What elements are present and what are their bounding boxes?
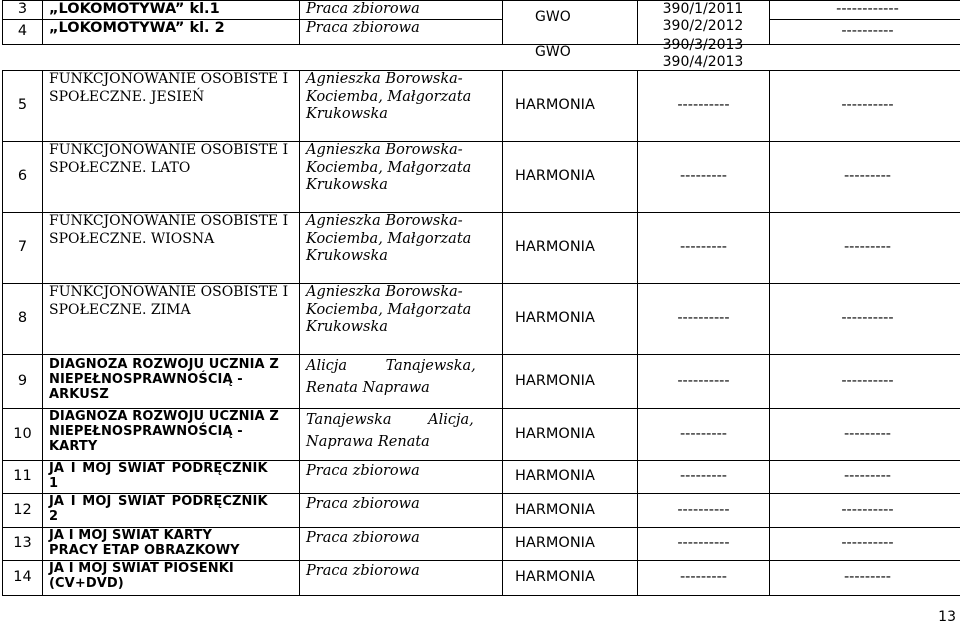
book-title: [43, 494, 300, 528]
dash-cell: ---------: [770, 142, 960, 213]
approval-number: ---------: [638, 142, 770, 213]
dash-cell: ---------: [770, 409, 960, 461]
row-number: 6: [3, 142, 43, 213]
table-row: [3, 561, 960, 596]
title-line: ARKUSZ: [49, 387, 109, 402]
row-number: 3: [3, 1, 43, 20]
author-line: Renata Naprawa: [306, 380, 430, 396]
publisher: HARMONIA: [503, 213, 638, 284]
book-title: [43, 561, 300, 596]
book-title: [43, 71, 300, 142]
author: [300, 142, 503, 213]
author-text: Praca zbiorowa: [306, 530, 420, 546]
title-line: FUNKCJONOWANIE OSOBISTE I: [49, 213, 289, 229]
title-line: SPOŁECZNE. WIOSNA: [49, 230, 215, 247]
row-number: 5: [3, 71, 43, 142]
title-line: NIEPEŁNOSPRAWNOŚCIĄ -: [49, 372, 243, 387]
table-row: [3, 213, 960, 284]
table-row: [3, 494, 960, 528]
author-line: Agnieszka Borowska-: [306, 71, 463, 87]
dash-cell: ----------: [770, 355, 960, 409]
table-row: [3, 409, 960, 461]
author-text: Praca zbiorowa: [306, 1, 420, 17]
row-number: 14: [3, 561, 43, 596]
title-line: SPOŁECZNE. LATO: [49, 159, 191, 176]
publisher-text: GWO: [535, 9, 571, 25]
title-line: FUNKCJONOWANIE OSOBISTE I: [49, 284, 289, 300]
approval-number: ----------: [638, 355, 770, 409]
row-number: 10: [3, 409, 43, 461]
title-line: (CV+DVD): [49, 576, 124, 591]
title-line: 2: [49, 509, 59, 524]
author-line: Agnieszka Borowska-: [306, 284, 463, 300]
title-line: JA I MÓJ ŚWIAT KARTY: [49, 528, 212, 543]
dash-cell: ---------: [770, 561, 960, 596]
approval-number: ----------: [638, 71, 770, 142]
title-line: FUNKCJONOWANIE OSOBISTE I: [49, 142, 289, 158]
author-line: Alicja Tanajewska,: [306, 358, 476, 374]
dash-cell: ----------: [770, 528, 960, 561]
author-line: Naprawa Renata: [306, 434, 430, 450]
publisher: HARMONIA: [503, 494, 638, 528]
dash-cell: ----------: [770, 71, 960, 142]
title-line: FUNKCJONOWANIE OSOBISTE I: [49, 71, 289, 87]
approval-number: ---------: [638, 461, 770, 494]
approval-line: 390/3/2013: [662, 37, 744, 53]
table-row: [3, 1, 960, 20]
title-line: NIEPEŁNOSPRAWNOŚCIĄ -: [49, 424, 243, 439]
title-line: SPOŁECZNE. ZIMA: [49, 301, 191, 318]
table-row: [3, 284, 960, 355]
author: [300, 71, 503, 142]
textbook-table: [2, 0, 960, 45]
title-line: DIAGNOZA ROZWOJU UCZNIA Z: [49, 357, 279, 372]
author-line: Kociemba, Małgorzata: [306, 301, 472, 318]
title-line: SPOŁECZNE. JESIEŃ: [49, 88, 205, 105]
author: [300, 20, 503, 45]
author-line: Krukowska: [306, 248, 388, 264]
publisher: HARMONIA: [503, 142, 638, 213]
dash-cell: ----------: [770, 494, 960, 528]
title-line: JA I MÓJ ŚWIAT PODRĘCZNIK: [49, 461, 268, 476]
author-line: Agnieszka Borowska-: [306, 213, 463, 229]
dash-cell: ---------: [770, 213, 960, 284]
author-text: Praca zbiorowa: [306, 563, 420, 579]
row-number: 13: [3, 528, 43, 561]
book-title: [43, 409, 300, 461]
author: [300, 494, 503, 528]
book-title: [43, 142, 300, 213]
author-line: Kociemba, Małgorzata: [306, 88, 472, 105]
book-title: [43, 355, 300, 409]
dash-cell: ------------: [770, 1, 960, 20]
approval-number: ---------: [638, 213, 770, 284]
title-text: „LOKOMOTYWA” kl. 2: [49, 20, 225, 36]
author-text: Praca zbiorowa: [306, 20, 420, 36]
dash-cell: ---------: [770, 461, 960, 494]
table-row: [3, 71, 960, 142]
approval-line: 390/2/2012: [662, 18, 744, 34]
book-title: [43, 1, 300, 20]
approval-number: ---------: [638, 561, 770, 596]
dash-cell: ----------: [770, 20, 960, 45]
book-title: [43, 213, 300, 284]
author-line: Agnieszka Borowska-: [306, 142, 463, 158]
publisher: HARMONIA: [503, 71, 638, 142]
publisher: HARMONIA: [503, 355, 638, 409]
table-row: [3, 528, 960, 561]
book-title: [43, 20, 300, 45]
publisher: HARMONIA: [503, 561, 638, 596]
approval-line: 390/1/2011: [662, 1, 744, 17]
row-number: 4: [3, 20, 43, 45]
approval-column-top: [637, 0, 769, 70]
author-text: Praca zbiorowa: [306, 496, 420, 512]
title-line: PRACY ETAP OBRAZKOWY: [49, 543, 240, 558]
title-line: DIAGNOZA ROZWOJU UCZNIA Z: [49, 409, 279, 424]
row-number: 11: [3, 461, 43, 494]
author-line: Tanajewska Alicja,: [306, 412, 474, 428]
publisher: HARMONIA: [503, 409, 638, 461]
publisher: HARMONIA: [503, 461, 638, 494]
author-line: Krukowska: [306, 177, 388, 193]
author: [300, 528, 503, 561]
author-line: Kociemba, Małgorzata: [306, 230, 472, 247]
approval-number: ----------: [638, 528, 770, 561]
title-line: KARTY: [49, 439, 98, 454]
publisher-column-top: [501, 0, 637, 60]
author: [300, 355, 503, 409]
textbook-table-body: [2, 70, 960, 596]
title-line: 1: [49, 476, 59, 491]
approval-line: 390/4/2013: [662, 54, 744, 70]
author-line: Krukowska: [306, 319, 388, 335]
book-title: [43, 461, 300, 494]
book-title: [43, 528, 300, 561]
row-number: 7: [3, 213, 43, 284]
author: [300, 561, 503, 596]
title-text: „LOKOMOTYWA” kl.1: [49, 1, 220, 17]
publisher: HARMONIA: [503, 528, 638, 561]
title-line: JA I MÓJ ŚWIAT PIOSENKI: [49, 561, 234, 576]
row-number: 9: [3, 355, 43, 409]
author-text: Praca zbiorowa: [306, 463, 420, 479]
title-line: JA I MÓJ ŚWIAT PODRĘCZNIK: [49, 494, 268, 509]
publisher: HARMONIA: [503, 284, 638, 355]
author: [300, 213, 503, 284]
table-row: [3, 142, 960, 213]
publisher-text: GWO: [535, 44, 571, 60]
author-line: Kociemba, Małgorzata: [306, 159, 472, 176]
dash-cell: ----------: [770, 284, 960, 355]
page-number: 13: [938, 609, 956, 625]
author: [300, 409, 503, 461]
approval-number: ---------: [638, 409, 770, 461]
author: [300, 461, 503, 494]
approval-number: ----------: [638, 284, 770, 355]
table-row: [3, 20, 960, 45]
row-number: 12: [3, 494, 43, 528]
table-row: [3, 355, 960, 409]
book-title: [43, 284, 300, 355]
author: [300, 284, 503, 355]
row-number: 8: [3, 284, 43, 355]
author-line: Krukowska: [306, 106, 388, 122]
approval-number: ----------: [638, 494, 770, 528]
author: [300, 1, 503, 20]
table-row: [3, 461, 960, 494]
